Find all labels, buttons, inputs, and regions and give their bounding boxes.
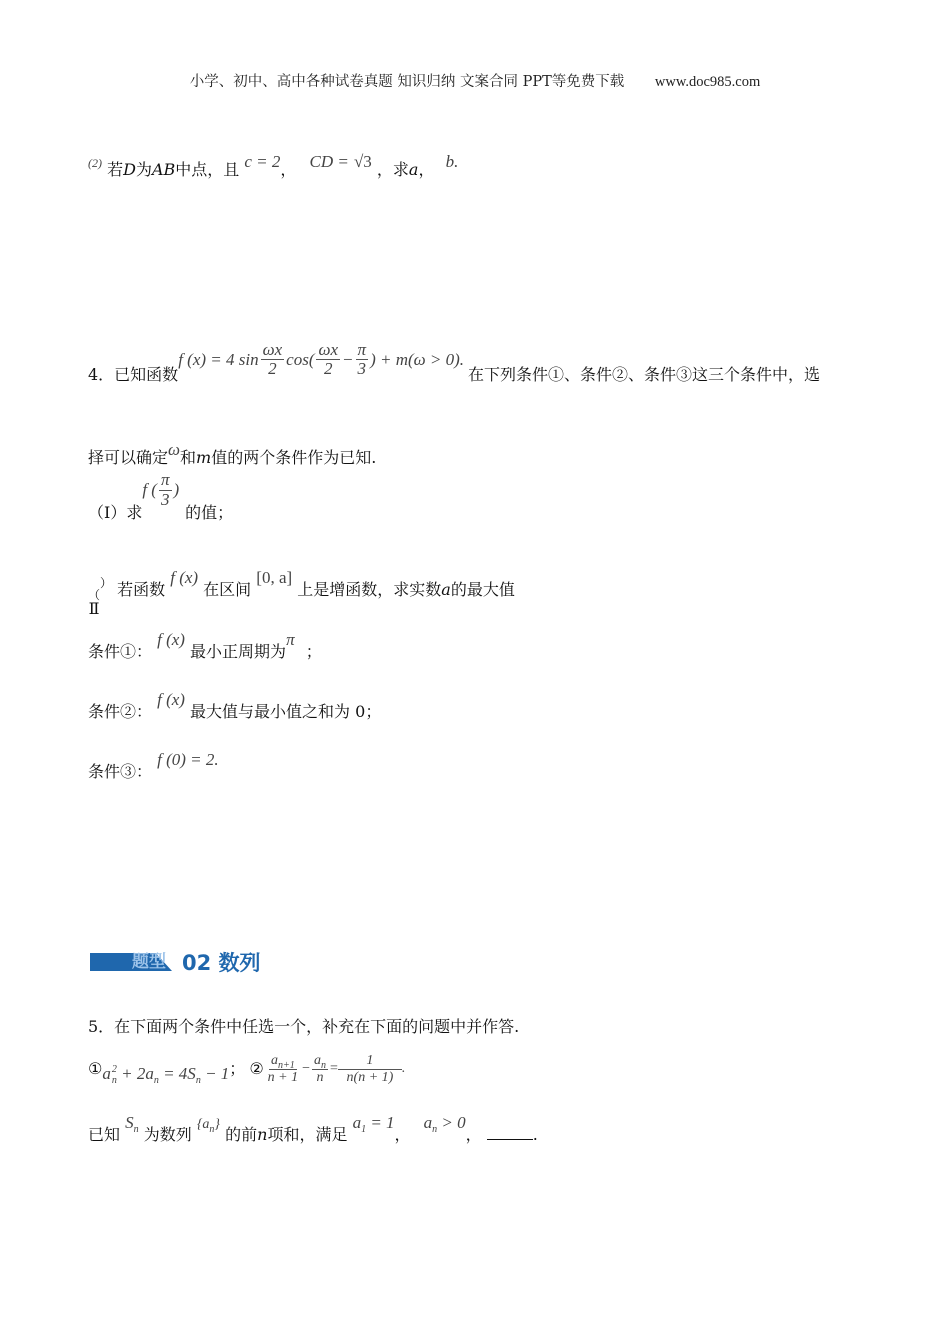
q3-text: 中点，且: [175, 160, 240, 179]
var-a: a: [314, 1053, 322, 1069]
q3-math-sqrt: √3: [353, 152, 372, 171]
q4-minus: −: [342, 349, 354, 369]
comma: ，: [394, 1125, 411, 1144]
frac-den: 3: [160, 489, 170, 509]
frac-den: n + 1: [267, 1069, 299, 1085]
part2-roman: Ⅱ: [88, 599, 100, 618]
condition-1: [88, 630, 322, 662]
sub-1: 1: [361, 1124, 367, 1135]
part2-open: （: [88, 588, 101, 602]
opt2-frac2: [312, 1053, 328, 1085]
frac-den: n: [316, 1069, 324, 1085]
q4-number: 4．已知函数: [88, 365, 179, 384]
q5-options: [88, 1048, 405, 1090]
q3-text: 为: [135, 160, 152, 179]
section-heading: [90, 950, 261, 974]
part1-math: [142, 471, 179, 509]
header-text: 小学、初中、高中各种试卷真题 知识归纳 文案合同 PPT等免费下载: [189, 74, 625, 90]
known-text: 的前: [225, 1125, 258, 1144]
sub-n: n: [133, 1124, 139, 1135]
q4-after: 在下列条件①、条件②、条件③这三个条件中，选: [468, 365, 821, 384]
part2-text: 若函数: [117, 580, 166, 599]
cond3-math: f (0) = 2.: [157, 750, 219, 769]
q4-frac1: [261, 341, 285, 379]
known-text: 项和，满足: [267, 1125, 348, 1144]
frac-den: 2: [268, 359, 277, 379]
sub-n: n: [321, 1060, 327, 1072]
q3-var-ab: AB: [151, 160, 176, 179]
cond2-label: 条件②：: [88, 702, 153, 721]
q4-frac2: [316, 341, 340, 379]
q4-part1: [88, 470, 234, 523]
q5-known: [88, 1113, 538, 1148]
condition-2: [88, 690, 382, 722]
frac-num: ωx: [318, 339, 339, 359]
q4-text: 和: [180, 448, 197, 467]
cond1-end: ；: [305, 642, 322, 661]
part1-frac: [159, 471, 172, 509]
cond2-text: 最大值与最小值之和为 0；: [190, 702, 382, 721]
opt2-frac1: [266, 1053, 300, 1085]
opt1-math: [102, 1064, 229, 1087]
q4-text: 值的两个条件作为已知.: [211, 448, 377, 467]
part2-text: 的最大值: [450, 580, 515, 599]
frac-den: n(n + 1): [346, 1069, 394, 1085]
part2-interval: [0, a]: [256, 568, 293, 587]
opt1-end: ；: [229, 1059, 246, 1078]
q3-var-b: b.: [445, 152, 459, 171]
cond1-f: f (x): [157, 630, 185, 649]
comma: ，: [465, 1125, 482, 1144]
q4-line2: [88, 440, 377, 468]
part1-label: （Ⅰ）求: [88, 503, 143, 523]
cond1-label: 条件①：: [88, 642, 153, 661]
an-condition: [423, 1113, 466, 1135]
q3-text: ，求: [376, 160, 409, 179]
section-badge: 题型: [132, 952, 166, 972]
sub-n: n: [153, 1074, 159, 1086]
var-a: a: [271, 1053, 278, 1069]
omega-symbol: ω: [168, 440, 181, 459]
var-s: S: [125, 1113, 134, 1132]
frac-den: 3: [357, 359, 367, 379]
part2-text: 在区间: [203, 580, 252, 599]
header-site[interactable]: www.doc985.com: [654, 74, 761, 90]
sub-n: n: [432, 1124, 438, 1135]
q3-var-a: a: [408, 160, 419, 179]
part1-close: ): [173, 480, 180, 500]
opt1-mark: ①: [88, 1059, 103, 1078]
q4-part2: [88, 568, 515, 618]
part2-var-a: a: [441, 580, 451, 599]
q5-intro: 5．在下面两个条件中任选一个，补充在下面的问题中并作答.: [88, 1017, 520, 1036]
opt2-frac3: [340, 1053, 400, 1085]
known-text: 已知: [88, 1125, 121, 1144]
page-header: [0, 70, 950, 91]
q3-label: (2): [88, 156, 102, 170]
q4-function: [178, 341, 464, 379]
q4-text: 择可以确定: [88, 448, 169, 467]
q4-f-lhs: f (x) = 4 sin: [178, 349, 259, 369]
q3-math-c: c = 2: [244, 152, 281, 171]
q3-text: 若: [107, 160, 124, 179]
opt2-end: .: [401, 1061, 406, 1076]
pi-symbol: π: [286, 630, 295, 649]
sup-2: 2: [111, 1063, 117, 1075]
cond1-text: 最小正周期为: [190, 642, 287, 661]
an-gt: > 0: [441, 1113, 466, 1132]
q3-part2: [88, 152, 459, 181]
q3-math-cd: CD =: [309, 152, 349, 171]
part1-f: f (: [142, 480, 157, 500]
q3-var-d: D: [123, 160, 136, 179]
part1-end: 的值；: [185, 503, 234, 523]
a1-eq: = 1: [370, 1113, 395, 1132]
q3-comma: ，: [280, 160, 297, 179]
opt2-math: $\frac{a_{n+1}}{n + 1}$ − $\frac{a_n}{n}$ = $\frac{1}{n(n + 1)}$ .: [267, 1053, 406, 1085]
a1-condition: [352, 1113, 395, 1135]
opt2-mark: ②: [249, 1059, 264, 1078]
set-open: {a: [196, 1117, 210, 1132]
opt1-2an: + 2a: [121, 1063, 154, 1083]
part2-f: f (x): [170, 568, 199, 587]
known-text: 为数列: [143, 1125, 192, 1144]
section-title: 02 数列: [182, 951, 261, 975]
part2-close: ）: [100, 576, 113, 590]
answer-blank[interactable]: [487, 1125, 533, 1140]
var-a: a: [352, 1113, 362, 1132]
cond2-f: f (x): [157, 690, 185, 709]
frac-num: 1: [338, 1053, 402, 1069]
opt2-eq: =: [330, 1061, 338, 1076]
q4-frac3: [356, 341, 369, 379]
q4-var-m: m: [196, 448, 212, 467]
sub-n1: n+1: [278, 1060, 295, 1072]
part2-label: [88, 588, 100, 616]
sub-n: n: [195, 1074, 201, 1086]
part2-text: 上是增函数，求实数: [297, 580, 442, 599]
frac-den: 2: [324, 359, 333, 379]
opt1-tail: − 1: [205, 1063, 230, 1083]
sequence-set: [196, 1117, 221, 1135]
condition-3: [88, 750, 219, 782]
frac-num: π: [160, 470, 170, 489]
var-a: a: [102, 1063, 111, 1083]
sn-symbol: [125, 1113, 139, 1135]
var-n: n: [257, 1125, 268, 1144]
frac-num: ωx: [262, 339, 283, 359]
set-close: }: [214, 1117, 221, 1132]
end-period: .: [532, 1125, 538, 1144]
opt1-4s: = 4S: [163, 1063, 196, 1083]
cond3-label: 条件③：: [88, 762, 153, 781]
q4-cos: cos(: [286, 349, 315, 369]
frac-num: π: [357, 339, 367, 359]
sub-n: n: [111, 1074, 117, 1086]
q3-comma: ，: [418, 160, 435, 179]
sub-n: n: [209, 1124, 215, 1135]
q4-tail: ) + m(ω > 0).: [370, 349, 465, 369]
var-a: a: [423, 1113, 433, 1132]
